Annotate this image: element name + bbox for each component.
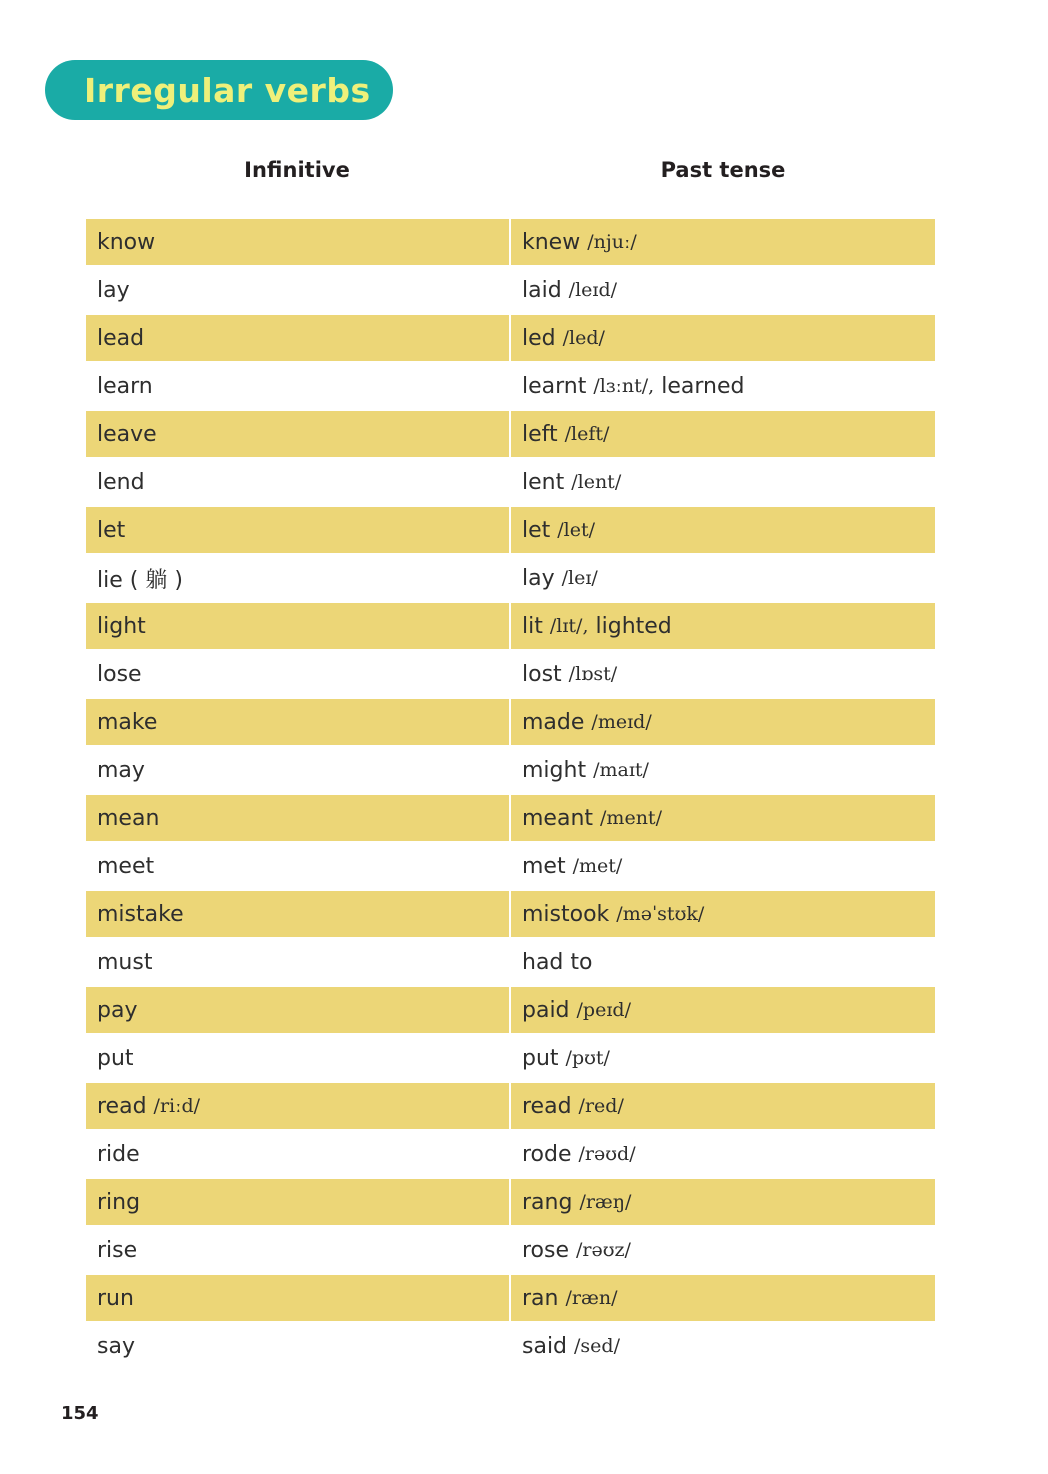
past-tense-word: ran [522,1285,559,1311]
page-title: Irregular verbs [84,70,371,110]
past-tense-word: rode [522,1141,572,1167]
past-tense-alternative: lighted [595,613,672,639]
infinitive-word: lead [97,325,145,351]
past-tense-pronunciation: /rəʊz/ [576,1239,631,1261]
table-row [86,555,935,603]
table-row [86,1323,935,1371]
infinitive-cell [86,1323,509,1369]
past-tense-alternative: learned [661,373,745,399]
past-tense-cell [511,987,935,1033]
past-tense-word: knew [522,229,581,255]
infinitive-cell [86,1227,509,1273]
infinitive-cell [86,651,509,697]
table-row [86,939,935,987]
infinitive-cell [86,939,509,985]
infinitive-word: put [97,1045,134,1071]
past-tense-pronunciation: /led/ [562,327,605,349]
past-tense-word: learnt [522,373,587,399]
past-tense-word: rang [522,1189,573,1215]
past-tense-word: left [522,421,558,447]
infinitive-word: ring [97,1189,141,1215]
past-tense-pronunciation: /məˈstʊk/ [616,903,705,925]
past-tense-word: meant [522,805,594,831]
table-row [86,507,935,555]
past-tense-word: met [522,853,566,879]
infinitive-cell [86,267,509,313]
infinitive-cell [86,795,509,841]
infinitive-cell [86,1035,509,1081]
past-tense-pronunciation: /njuː/ [587,231,637,253]
infinitive-cell [86,411,509,457]
table-row [86,795,935,843]
past-tense-pronunciation: /lɪt/, [549,615,589,637]
infinitive-word: leave [97,421,157,447]
infinitive-word: run [97,1285,134,1311]
table-row [86,267,935,315]
past-tense-word: led [522,325,556,351]
infinitive-word: say [97,1333,135,1359]
past-tense-cell [511,363,935,409]
past-tense-pronunciation: /maɪt/ [593,759,649,781]
past-tense-word: said [522,1333,568,1359]
infinitive-cell [86,315,509,361]
past-tense-pronunciation: /ræŋ/ [579,1191,632,1213]
infinitive-word: lose [97,661,142,687]
table-row [86,315,935,363]
column-header-past-tense: Past tense [660,158,786,182]
past-tense-pronunciation: /red/ [578,1095,624,1117]
past-tense-word: might [522,757,587,783]
past-tense-cell [511,747,935,793]
table-row [86,1035,935,1083]
infinitive-word: lend [97,469,145,495]
past-tense-pronunciation: /left/ [564,423,610,445]
past-tense-pronunciation: /leɪ/ [561,567,598,589]
past-tense-cell [511,411,935,457]
past-tense-word: paid [522,997,570,1023]
column-header-infinitive: Infinitive [244,158,350,182]
past-tense-word: lost [522,661,562,687]
infinitive-cell [86,1179,509,1225]
past-tense-cell [511,1323,935,1369]
infinitive-cell [86,459,509,505]
past-tense-cell [511,219,935,265]
infinitive-cell [86,1275,509,1321]
past-tense-cell [511,939,935,985]
infinitive-word: know [97,229,156,255]
table-row [86,1131,935,1179]
past-tense-word: rose [522,1237,570,1263]
past-tense-cell [511,267,935,313]
infinitive-word: meet [97,853,155,879]
past-tense-cell [511,795,935,841]
infinitive-word: pay [97,997,138,1023]
infinitive-cell [86,603,509,649]
infinitive-word: may [97,757,145,783]
table-row [86,1275,935,1323]
infinitive-cell [86,555,509,601]
past-tense-cell [511,1179,935,1225]
past-tense-word: mistook [522,901,610,927]
past-tense-pronunciation: /peɪd/ [576,999,631,1021]
past-tense-pronunciation: /leɪd/ [568,279,618,301]
past-tense-word: lent [522,469,565,495]
table-row [86,699,935,747]
past-tense-pronunciation: /let/ [557,519,596,541]
past-tense-pronunciation: /pʊt/ [565,1047,610,1069]
table-row [86,363,935,411]
infinitive-word: light [97,613,146,639]
past-tense-cell [511,1275,935,1321]
table-row [86,459,935,507]
past-tense-cell [511,1035,935,1081]
title-pill [45,60,393,120]
past-tense-cell [511,507,935,553]
past-tense-word: made [522,709,585,735]
past-tense-word: lay [522,565,555,591]
infinitive-word: lay [97,277,130,303]
page-number: 154 [61,1403,99,1424]
table-row [86,411,935,459]
past-tense-pronunciation: /lent/ [571,471,622,493]
infinitive-pronunciation: /riːd/ [153,1095,201,1117]
infinitive-cell [86,219,509,265]
past-tense-word: put [522,1045,559,1071]
infinitive-cell [86,843,509,889]
infinitive-word: learn [97,373,153,399]
table-row [86,651,935,699]
infinitive-cell [86,1083,509,1129]
past-tense-pronunciation: /ræn/ [565,1287,618,1309]
table-row [86,1083,935,1131]
past-tense-cell [511,315,935,361]
past-tense-cell [511,699,935,745]
infinitive-cell [86,987,509,1033]
table-row [86,843,935,891]
table-row [86,219,935,267]
table-row [86,1179,935,1227]
infinitive-cell [86,507,509,553]
past-tense-word: let [522,517,551,543]
infinitive-cell [86,363,509,409]
past-tense-cell [511,651,935,697]
past-tense-cell [511,603,935,649]
past-tense-pronunciation: /sed/ [574,1335,620,1357]
infinitive-word: make [97,709,158,735]
table-row [86,747,935,795]
infinitive-word: must [97,949,153,975]
past-tense-pronunciation: /met/ [572,855,623,877]
past-tense-word: had to [522,949,593,975]
infinitive-cell [86,1131,509,1177]
infinitive-word: mistake [97,901,184,927]
past-tense-cell [511,1083,935,1129]
past-tense-pronunciation: /ment/ [600,807,662,829]
table-row [86,987,935,1035]
past-tense-word: laid [522,277,562,303]
past-tense-pronunciation: /lɜːnt/, [593,375,655,397]
infinitive-word: mean [97,805,160,831]
infinitive-cell [86,891,509,937]
infinitive-word: rise [97,1237,138,1263]
past-tense-cell [511,843,935,889]
past-tense-cell [511,459,935,505]
past-tense-pronunciation: /lɒst/ [568,663,618,685]
past-tense-word: read [522,1093,572,1119]
past-tense-cell [511,1131,935,1177]
past-tense-cell [511,555,935,601]
table-row [86,603,935,651]
infinitive-word: ride [97,1141,140,1167]
infinitive-word: read [97,1093,147,1119]
table-row [86,1227,935,1275]
verb-table [86,219,935,1371]
infinitive-cell [86,699,509,745]
infinitive-word: lie ( 躺 ) [97,567,183,593]
past-tense-word: lit [522,613,543,639]
table-row [86,891,935,939]
past-tense-cell [511,891,935,937]
infinitive-word: let [97,517,126,543]
infinitive-cell [86,747,509,793]
past-tense-pronunciation: /rəʊd/ [578,1143,636,1165]
past-tense-pronunciation: /meɪd/ [591,711,652,733]
past-tense-cell [511,1227,935,1273]
